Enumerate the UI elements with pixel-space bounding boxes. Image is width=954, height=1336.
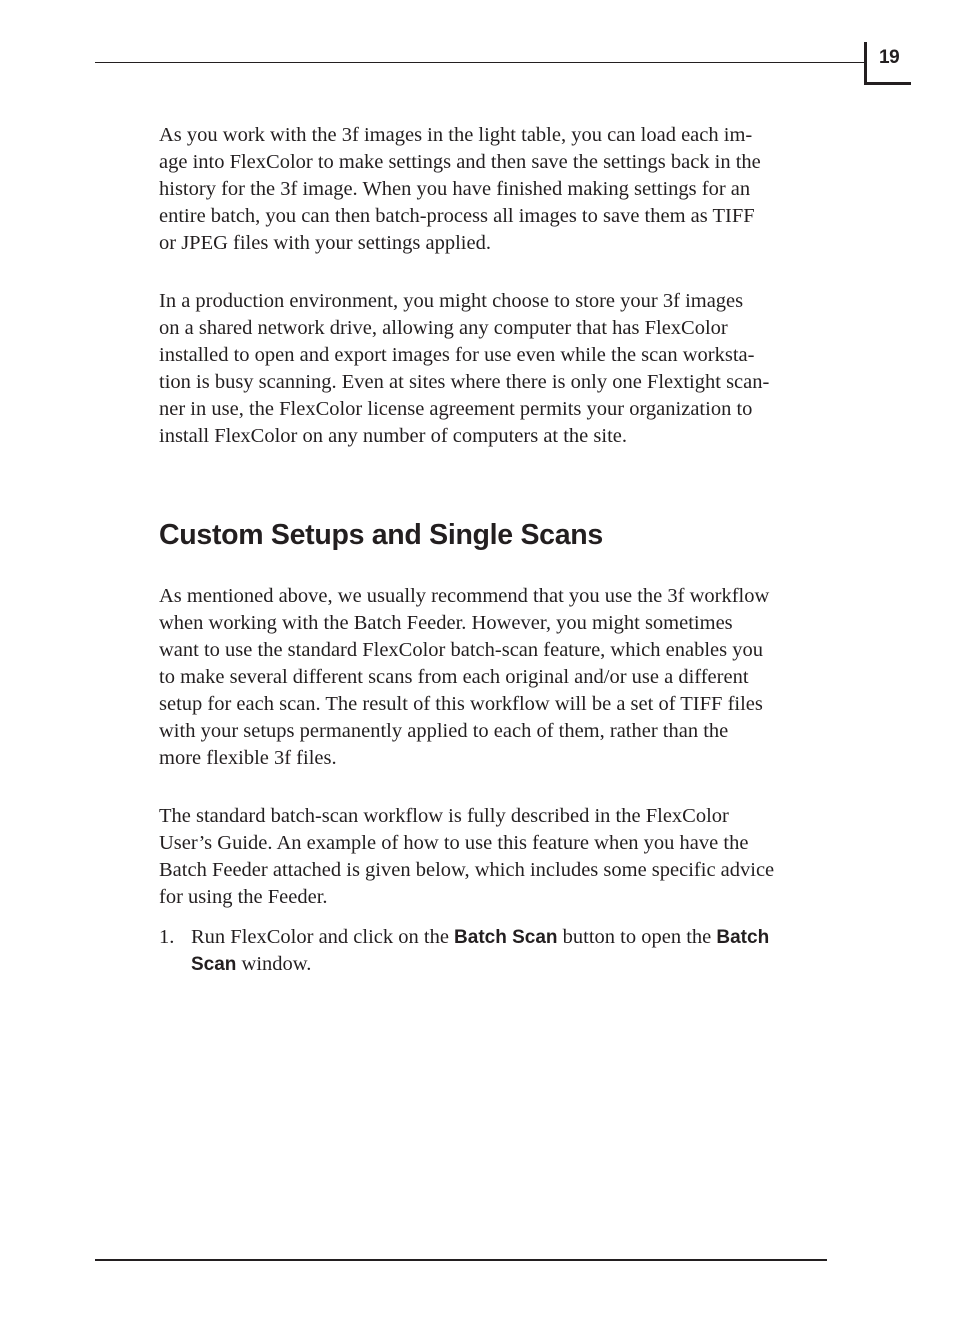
ui-term-scan: Scan bbox=[191, 954, 237, 975]
ui-term-batch: Batch bbox=[716, 927, 770, 948]
steps-list bbox=[159, 924, 831, 978]
ui-term-batch-scan: Batch Scan bbox=[454, 927, 558, 948]
page-number: 19 bbox=[879, 47, 900, 68]
section-heading: Custom Setups and Single Scans bbox=[159, 519, 603, 551]
step-text: Run FlexColor and click on the bbox=[191, 926, 455, 948]
footer-rule bbox=[95, 1259, 827, 1261]
list-item bbox=[159, 924, 831, 978]
step-text: window. bbox=[236, 953, 312, 975]
step-number: 1. bbox=[159, 926, 175, 948]
header-rule bbox=[95, 62, 865, 63]
paragraph-batch-scan-workflow: The standard batch-scan workflow is fully described in the FlexColor User’s Guide. An example of how to use this feature when you have the Batch Feeder attached is given below, which includes some specific advice for using the Feeder. bbox=[159, 805, 775, 908]
paragraph-production-environment: In a production environment, you might choose to store your 3f images on a shared network drive, allowing any computer that has FlexColor installed to open and export images for use even while the scan worksta- tion is busy scanning. Even at sites where there is only one Flextight scan- ner in use, the FlexColor license agreement permits your organization to install FlexColor on any number of computers at the site. bbox=[159, 290, 770, 447]
step-text: button to open the bbox=[557, 926, 717, 948]
paragraph-3f-workflow: As mentioned above, we usually recommend that you use the 3f workflow when working with the Batch Feeder. However, you might sometimes want to use the standard FlexColor batch-scan feature, which enables you to make several different scans from each original and/or use a different setup for each scan. The result of this workflow will be a set of TIFF files with your setups permanently applied to each of them, rather than the more flexible 3f files. bbox=[159, 585, 770, 769]
paragraph-light-table: As you work with the 3f images in the light table, you can load each im- age into FlexColor to make settings and then save the settings back in the history for the 3f image. When you have finished making settings for an entire batch, you can then batch-process all images to save them as TIFF or JPEG files with your settings applied. bbox=[159, 124, 761, 254]
